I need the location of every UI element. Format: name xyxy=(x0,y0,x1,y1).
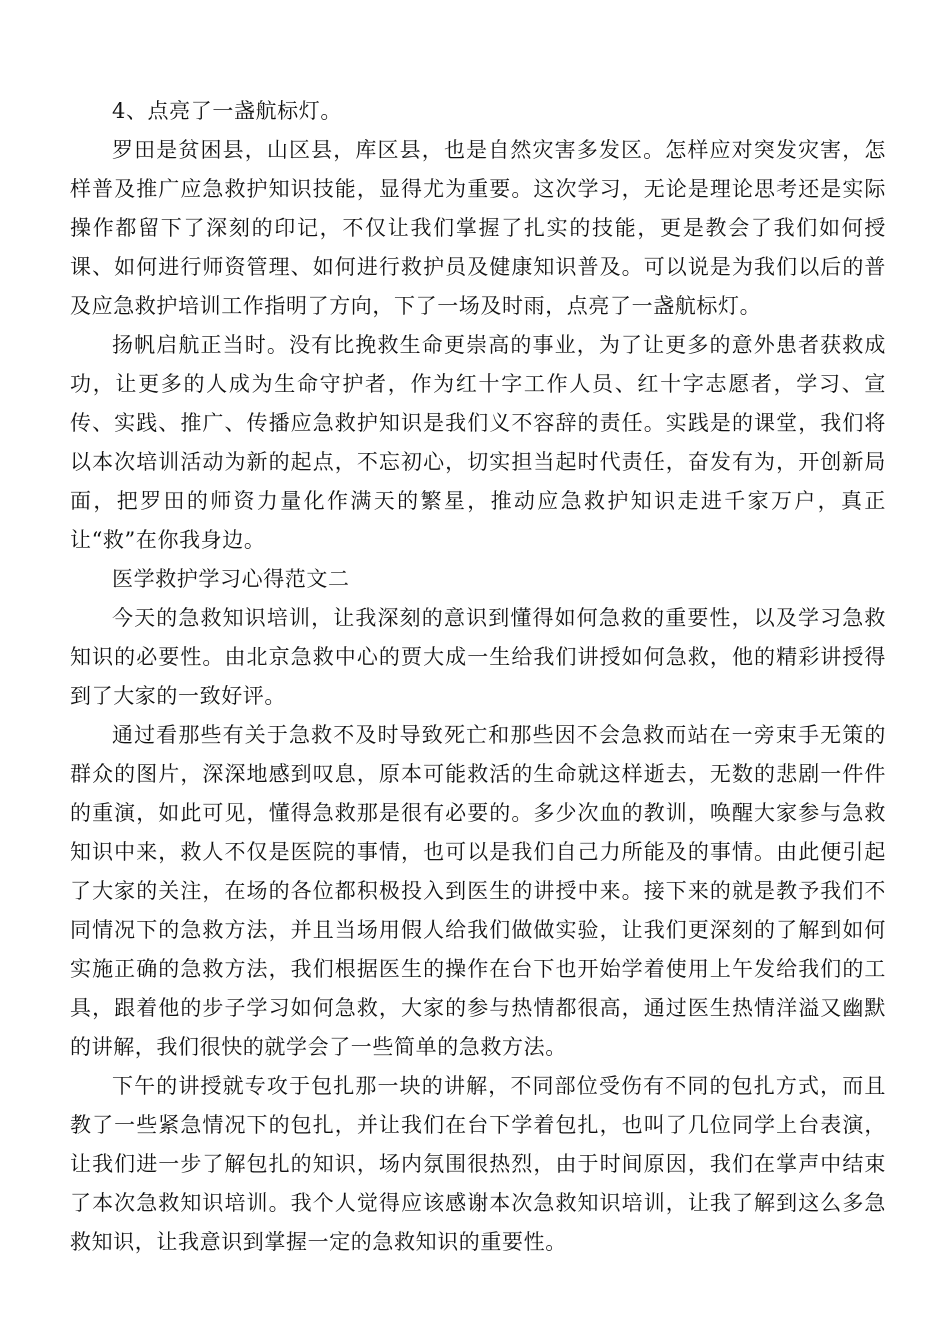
paragraph-1: 罗田是贫困县，山区县，库区县，也是自然灾害多发区。怎样应对突发灾害，怎样普及推广应急救护知识技能，显得尤为重要。这次学习，无论是理论思考还是实际操作都留下了深刻的印记，不仅让我们掌握了扎实的技能，更是教会了我们如何授课、如何进行师资管理、如何进行救护员及健康知识普及。可以说是为我们以后的普及应急救护培训工作指明了方向，下了一场及时雨，点亮了一盏航标灯。 xyxy=(70,138,886,318)
paragraph-4: 通过看那些有关于急救不及时导致死亡和那些因不会急救而站在一旁束手无策的群众的图片，深深地感到叹息，原本可能救活的生命就这样逝去，无数的悲剧一件件的重演，如此可见，懂得急救那是很有必要的。多少次血的教训，唤醒大家参与急救知识中来，救人不仅是医院的事情，也可以是我们自己力所能及的事情。由此便引起了大家的关注，在场的各位都积极投入到医生的讲授中来。接下来的就是教予我们不同情况下的急救方法，并且当场用假人给我们做做实验，让我们更深刻的了解到如何实施正确的急救方法，我们根据医生的操作在台下也开始学着使用上午发给我们的工具，跟着他的步子学习如何急救，大家的参与热情都很高，通过医生热情洋溢又幽默的讲解，我们很快的就学会了一些简单的急救方法。 xyxy=(70,723,886,1059)
paragraph-3: 今天的急救知识培训，让我深刻的意识到懂得如何急救的重要性，以及学习急救知识的必要性。由北京急救中心的贾大成一生给我们讲授如何急救，他的精彩讲授得到了大家的一致好评。 xyxy=(70,606,886,708)
section-title: 医学救护学习心得范文二 xyxy=(112,567,350,591)
paragraph-5: 下午的讲授就专攻于包扎那一块的讲解，不同部位受伤有不同的包扎方式，而且教了一些紧急情况下的包扎，并让我们在台下学着包扎，也叫了几位同学上台表演，让我们进一步了解包扎的知识，场内氛围很热烈，由于时间原因，我们在掌声中结束了本次急救知识培训。我个人觉得应该感谢本次急救知识培训，让我了解到这么多急救知识，让我意识到掌握一定的急救知识的重要性。 xyxy=(70,1074,886,1254)
paragraph-2: 扬帆启航正当时。没有比挽救生命更崇高的事业，为了让更多的意外患者获救成功，让更多的人成为生命守护者，作为红十字工作人员、红十字志愿者，学习、宣传、实践、推广、传播应急救护知识是我们义不容辞的责任。实践是的课堂，我们将以本次培训活动为新的起点，不忘初心，切实担当起时代责任，奋发有为，开创新局面，把罗田的师资力量化作满天的繁星，推动应急救护知识走进千家万户，真正让“救”在你我身边。 xyxy=(70,333,886,552)
section-heading-4: 4、点亮了一盏航标灯。 xyxy=(112,99,342,123)
document-page xyxy=(70,92,886,1262)
